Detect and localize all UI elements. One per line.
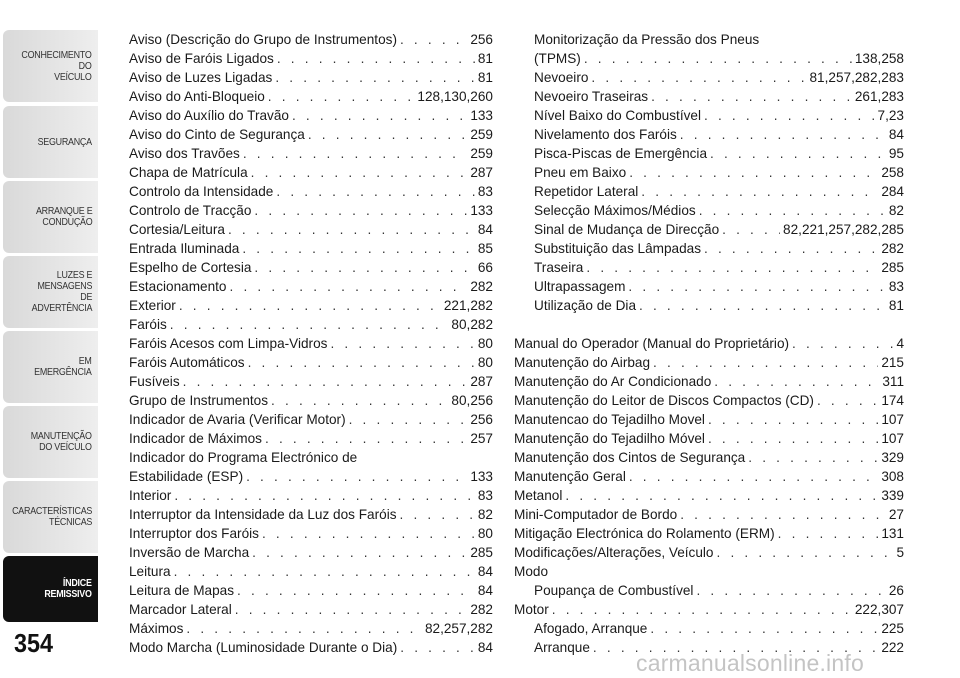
entry-page: 107 <box>881 412 904 427</box>
leader-dots <box>243 144 467 163</box>
entry-text: Manutencao do Tejadilho Movel <box>514 412 705 427</box>
entry-text: Entrada Iluminada <box>129 241 240 256</box>
leader-dots <box>704 106 875 125</box>
leader-dots <box>229 277 467 296</box>
entry-text: Faróis Acesos com Limpa-Vidros <box>129 336 328 351</box>
entry-page: 66 <box>477 260 493 275</box>
index-entry <box>514 182 904 201</box>
index-entry <box>514 30 904 49</box>
leader-dots <box>710 144 886 163</box>
entry-text: Aviso do Cinto de Segurança <box>129 127 305 142</box>
entry-text: Ultrapassagem <box>534 279 626 294</box>
entry-page: 329 <box>881 450 904 465</box>
index-entry <box>514 125 904 144</box>
leader-dots <box>275 68 475 87</box>
entry-page: 82 <box>477 507 493 522</box>
entry-text: Indicador de Máximos <box>129 431 262 446</box>
entry-text: Nível Baixo do Combustível <box>534 108 701 123</box>
entry-text: Modificações/Alterações, Veículo <box>514 545 714 560</box>
leader-dots <box>586 258 878 277</box>
entry-page: 80 <box>477 336 493 351</box>
index-entry <box>129 543 493 562</box>
entry-page: 225 <box>881 621 904 636</box>
leader-dots <box>653 353 878 372</box>
entry-text: Aviso do Auxílio do Travão <box>129 108 289 123</box>
leader-dots <box>228 220 475 239</box>
index-entry <box>129 448 493 467</box>
index-entry <box>514 505 904 524</box>
entry-page: 81,257,282,283 <box>809 70 904 85</box>
index-entry <box>514 353 904 372</box>
index-entry <box>514 467 904 486</box>
entry-page: 222,307 <box>854 602 904 617</box>
entry-page: 83 <box>888 279 904 294</box>
index-entry <box>514 220 904 239</box>
leader-dots <box>714 372 879 391</box>
entry-text: Nevoeiro Traseiras <box>534 89 649 104</box>
entry-page: 26 <box>888 583 904 598</box>
tab-arranque-e-conducao[interactable]: ARRANQUE E CONDUÇÃO <box>3 181 98 253</box>
entry-page: 82,221,257,282,285 <box>783 222 904 237</box>
chapter-tabs <box>0 0 103 678</box>
index-entry <box>129 315 493 334</box>
entry-text: Cortesia/Leitura <box>129 222 225 237</box>
entry-text: Aviso de Faróis Ligados <box>129 51 274 66</box>
entry-page: 82,257,282 <box>424 621 493 636</box>
index-entry <box>129 49 493 68</box>
entry-text: Utilização de Dia <box>534 298 636 313</box>
entry-page: 81 <box>888 298 904 313</box>
entry-page: 339 <box>881 488 904 503</box>
leader-dots <box>584 49 852 68</box>
leader-dots <box>235 600 468 619</box>
leader-dots <box>716 543 893 562</box>
leader-dots <box>265 429 467 448</box>
entry-text: Motor <box>514 602 549 617</box>
entry-text: Estacionamento <box>129 279 227 294</box>
entry-page: 256 <box>470 32 493 47</box>
entry-text: Faróis Automáticos <box>129 355 245 370</box>
index-entry <box>514 619 904 638</box>
entry-text: Poupança de Combustível <box>534 583 694 598</box>
entry-text: Sinal de Mudança de Direcção <box>534 222 720 237</box>
entry-text: Monitorização da Pressão dos Pneus <box>534 32 760 47</box>
entry-page: 5 <box>896 545 904 560</box>
entry-page: 7,23 <box>877 108 904 123</box>
entry-page: 138,258 <box>854 51 904 66</box>
leader-dots <box>277 49 475 68</box>
entry-page: 256 <box>470 412 493 427</box>
leader-dots <box>628 277 885 296</box>
entry-page: 287 <box>470 374 493 389</box>
leader-dots <box>276 182 475 201</box>
index-entry <box>514 144 904 163</box>
index-entry <box>129 486 493 505</box>
leader-dots <box>650 619 878 638</box>
entry-text: Substituição das Lâmpadas <box>534 241 702 256</box>
entry-page: 128,130,260 <box>417 89 493 104</box>
entry-page: 261,283 <box>854 89 904 104</box>
leader-dots <box>186 619 422 638</box>
watermark: carmanualsonline.info <box>636 650 864 676</box>
leader-dots <box>251 163 468 182</box>
leader-dots <box>170 315 449 334</box>
entry-page: 133 <box>470 203 493 218</box>
entry-page: 84 <box>477 564 493 579</box>
entry-page: 259 <box>470 127 493 142</box>
index-entry <box>129 220 493 239</box>
entry-text: Interior <box>129 488 172 503</box>
leader-dots <box>552 600 852 619</box>
index-entry <box>129 163 493 182</box>
tab-conhecimento-do-veiculo[interactable]: CONHECIMENTO DO VEÍCULO <box>3 30 98 102</box>
entry-text: Manutenção do Ar Condicionado <box>514 374 712 389</box>
entry-text: Aviso dos Travões <box>129 146 240 161</box>
index-entry <box>514 277 904 296</box>
leader-dots <box>271 391 448 410</box>
entry-text: Mini-Computador de Bordo <box>514 507 678 522</box>
entry-text: Faróis <box>129 317 167 332</box>
index-entry <box>129 258 493 277</box>
entry-text: Mitigação Electrónica do Rolamento (ERM) <box>514 526 775 541</box>
index-entry <box>129 296 493 315</box>
index-entry <box>514 87 904 106</box>
entry-text: Manutenção dos Cintos de Segurança <box>514 450 746 465</box>
entry-text: Manutenção do Leitor de Discos Compactos (CD) <box>514 393 814 408</box>
leader-dots <box>308 125 467 144</box>
entry-page: 258 <box>881 165 904 180</box>
leader-dots <box>629 467 878 486</box>
entry-text: Indicador do Programa Electrónico de <box>129 450 358 465</box>
index-entry <box>514 486 904 505</box>
entry-text: Arranque <box>534 640 590 655</box>
leader-dots <box>722 220 780 239</box>
index-entry <box>129 562 493 581</box>
leader-dots <box>817 391 878 410</box>
tab-manutencao-do-veiculo[interactable]: MANUTENÇÃO DO VEÍCULO <box>3 406 98 478</box>
entry-text: Aviso de Luzes Ligadas <box>129 70 273 85</box>
entry-page: 311 <box>882 374 904 389</box>
tab-em-emergencia[interactable]: EM EMERGÊNCIA <box>3 331 98 403</box>
index-entry <box>514 258 904 277</box>
entry-page: 308 <box>881 469 904 484</box>
entry-page: 257 <box>470 431 493 446</box>
entry-text: Aviso do Anti-Bloqueio <box>129 89 265 104</box>
index-column-left <box>129 30 493 657</box>
leader-dots <box>268 87 415 106</box>
leader-dots <box>629 163 878 182</box>
entry-text: Pisca-Piscas de Emergência <box>534 146 708 161</box>
entry-page: 282 <box>470 602 493 617</box>
entry-page: 83 <box>477 488 493 503</box>
leader-dots <box>565 486 878 505</box>
entry-page: 282 <box>881 241 904 256</box>
index-entry <box>129 334 493 353</box>
leader-dots <box>708 429 878 448</box>
entry-text: Repetidor Lateral <box>534 184 639 199</box>
leader-dots <box>400 638 475 657</box>
leader-dots <box>748 448 878 467</box>
leader-dots <box>639 296 886 315</box>
entry-text: Manutenção do Tejadilho Móvel <box>514 431 705 446</box>
leader-dots <box>400 505 475 524</box>
entry-text: Indicador de Avaria (Verificar Motor) <box>129 412 346 427</box>
entry-page: 82 <box>888 203 904 218</box>
entry-page: 282 <box>470 279 493 294</box>
index-entry <box>514 334 904 353</box>
index-entry <box>514 429 904 448</box>
entry-text: Chapa de Matrícula <box>129 165 248 180</box>
leader-dots <box>292 106 467 125</box>
entry-text: Metanol <box>514 488 563 503</box>
index-entry <box>129 505 493 524</box>
section-gap <box>514 315 904 334</box>
leader-dots <box>708 410 878 429</box>
index-entry <box>129 353 493 372</box>
leader-dots <box>330 334 474 353</box>
leader-dots <box>237 581 475 600</box>
entry-page: 80 <box>477 355 493 370</box>
index-entry <box>129 410 493 429</box>
index-entry <box>129 144 493 163</box>
index-entry <box>514 163 904 182</box>
entry-text: Controlo de Tracção <box>129 203 252 218</box>
entry-text: Exterior <box>129 298 176 313</box>
entry-text: Selecção Máximos/Médios <box>534 203 696 218</box>
entry-page: 80,282 <box>451 317 493 332</box>
entry-text: Grupo de Instrumentos <box>129 393 269 408</box>
leader-dots <box>349 410 468 429</box>
index-entry <box>129 524 493 543</box>
index-entry <box>514 68 904 87</box>
entry-text: Manutenção do Airbag <box>514 355 651 370</box>
entry-text: Controlo da Intensidade <box>129 184 274 199</box>
index-entry <box>129 125 493 144</box>
entry-page: 85 <box>477 241 493 256</box>
entry-page: 287 <box>470 165 493 180</box>
leader-dots <box>641 182 878 201</box>
entry-text: Pneu em Baixo <box>534 165 627 180</box>
entry-text: Inversão de Marcha <box>129 545 250 560</box>
index-entry <box>129 201 493 220</box>
index-entry <box>129 182 493 201</box>
entry-text: Interruptor da Intensidade da Luz dos Faróis <box>129 507 397 522</box>
entry-page: 259 <box>470 146 493 161</box>
tab-seguranca[interactable]: SEGURANÇA <box>3 106 98 178</box>
index-entry <box>129 87 493 106</box>
index-entry <box>129 467 493 486</box>
entry-text: Nivelamento dos Faróis <box>534 127 677 142</box>
entry-page: 95 <box>888 146 904 161</box>
entry-page: 285 <box>881 260 904 275</box>
entry-page: 83 <box>477 184 493 199</box>
leader-dots <box>174 486 475 505</box>
entry-text: Manutenção Geral <box>514 469 626 484</box>
index-entry <box>129 581 493 600</box>
index-column-right <box>514 30 904 657</box>
entry-text: Afogado, Arranque <box>534 621 648 636</box>
index-entry <box>129 239 493 258</box>
index-entry <box>129 391 493 410</box>
index-entry <box>129 372 493 391</box>
leader-dots <box>680 505 886 524</box>
index-entry <box>514 296 904 315</box>
leader-dots <box>254 201 467 220</box>
entry-page: 133 <box>470 469 493 484</box>
index-entry <box>514 543 904 562</box>
index-entry <box>514 600 904 619</box>
entry-text: Máximos <box>129 621 184 636</box>
entry-page: 174 <box>881 393 904 408</box>
entry-page: 284 <box>881 184 904 199</box>
entry-text: Traseira <box>534 260 584 275</box>
page-number: 354 <box>14 628 54 658</box>
leader-dots <box>696 581 885 600</box>
leader-dots <box>246 467 467 486</box>
entry-page: 285 <box>470 545 493 560</box>
tab-indice-remissivo[interactable]: ÍNDICE REMISSIVO <box>3 556 98 622</box>
leader-dots <box>254 258 474 277</box>
entry-page: 107 <box>881 431 904 446</box>
leader-dots <box>792 334 893 353</box>
entry-text: Interruptor dos Faróis <box>129 526 259 541</box>
index-entry <box>514 410 904 429</box>
entry-text: Leitura <box>129 564 171 579</box>
leader-dots <box>591 68 806 87</box>
index-entry <box>514 581 904 600</box>
entry-page: 84 <box>477 583 493 598</box>
leader-dots <box>699 201 886 220</box>
leader-dots <box>400 30 467 49</box>
index-entry <box>514 239 904 258</box>
entry-page: 80 <box>477 526 493 541</box>
leader-dots <box>680 125 886 144</box>
entry-page: 133 <box>470 108 493 123</box>
entry-text: Espelho de Cortesia <box>129 260 252 275</box>
leader-dots <box>179 296 441 315</box>
entry-text: (TPMS) <box>534 51 581 66</box>
entry-page: 4 <box>896 336 904 351</box>
entry-page: 221,282 <box>443 298 493 313</box>
index-entry <box>129 638 493 657</box>
index-entry <box>514 448 904 467</box>
index-entry <box>514 49 904 68</box>
index-entry <box>514 391 904 410</box>
entry-page: 81 <box>477 51 493 66</box>
entry-page: 131 <box>881 526 904 541</box>
leader-dots <box>248 353 475 372</box>
leader-dots <box>183 372 468 391</box>
entry-page: 81 <box>477 70 493 85</box>
index-entry <box>129 68 493 87</box>
entry-text: Manual do Operador (Manual do Proprietário) <box>514 336 790 351</box>
leader-dots <box>262 524 475 543</box>
index-entry <box>514 106 904 125</box>
entry-text: Marcador Lateral <box>129 602 232 617</box>
entry-text: Aviso (Descrição do Grupo de Instrumentos) <box>129 32 397 47</box>
index-entry <box>129 600 493 619</box>
entry-page: 80,256 <box>451 393 493 408</box>
leader-dots <box>704 239 878 258</box>
entry-page: 215 <box>881 355 904 370</box>
index-entry <box>129 106 493 125</box>
entry-page: 84 <box>888 127 904 142</box>
entry-page: 27 <box>888 507 904 522</box>
index-entry <box>129 619 493 638</box>
tab-luzes-e-mensagens[interactable]: LUZES E MENSAGENS DE ADVERTÊNCIA <box>3 256 98 328</box>
leader-dots <box>252 543 467 562</box>
index-entry <box>514 372 904 391</box>
entry-page: 222 <box>881 640 904 655</box>
leader-dots <box>778 524 879 543</box>
index-entry <box>129 277 493 296</box>
entry-text: Leitura de Mapas <box>129 583 235 598</box>
index-entry <box>129 429 493 448</box>
index-entry <box>514 562 904 581</box>
entry-page: 84 <box>477 640 493 655</box>
leader-dots <box>174 562 475 581</box>
tab-caracteristicas-tecnicas[interactable]: CARACTERÍSTICAS TÉCNICAS <box>3 481 98 553</box>
index-entry <box>514 524 904 543</box>
leader-dots <box>651 87 852 106</box>
entry-text: Modo Marcha (Luminosidade Durante o Dia) <box>129 640 398 655</box>
index-entry <box>514 201 904 220</box>
entry-text: Fusíveis <box>129 374 180 389</box>
entry-text: Nevoeiro <box>534 70 589 85</box>
index-entry <box>129 30 493 49</box>
entry-text: Estabilidade (ESP) <box>129 469 244 484</box>
entry-text: Modo <box>514 564 549 579</box>
entry-page: 84 <box>477 222 493 237</box>
leader-dots <box>242 239 475 258</box>
